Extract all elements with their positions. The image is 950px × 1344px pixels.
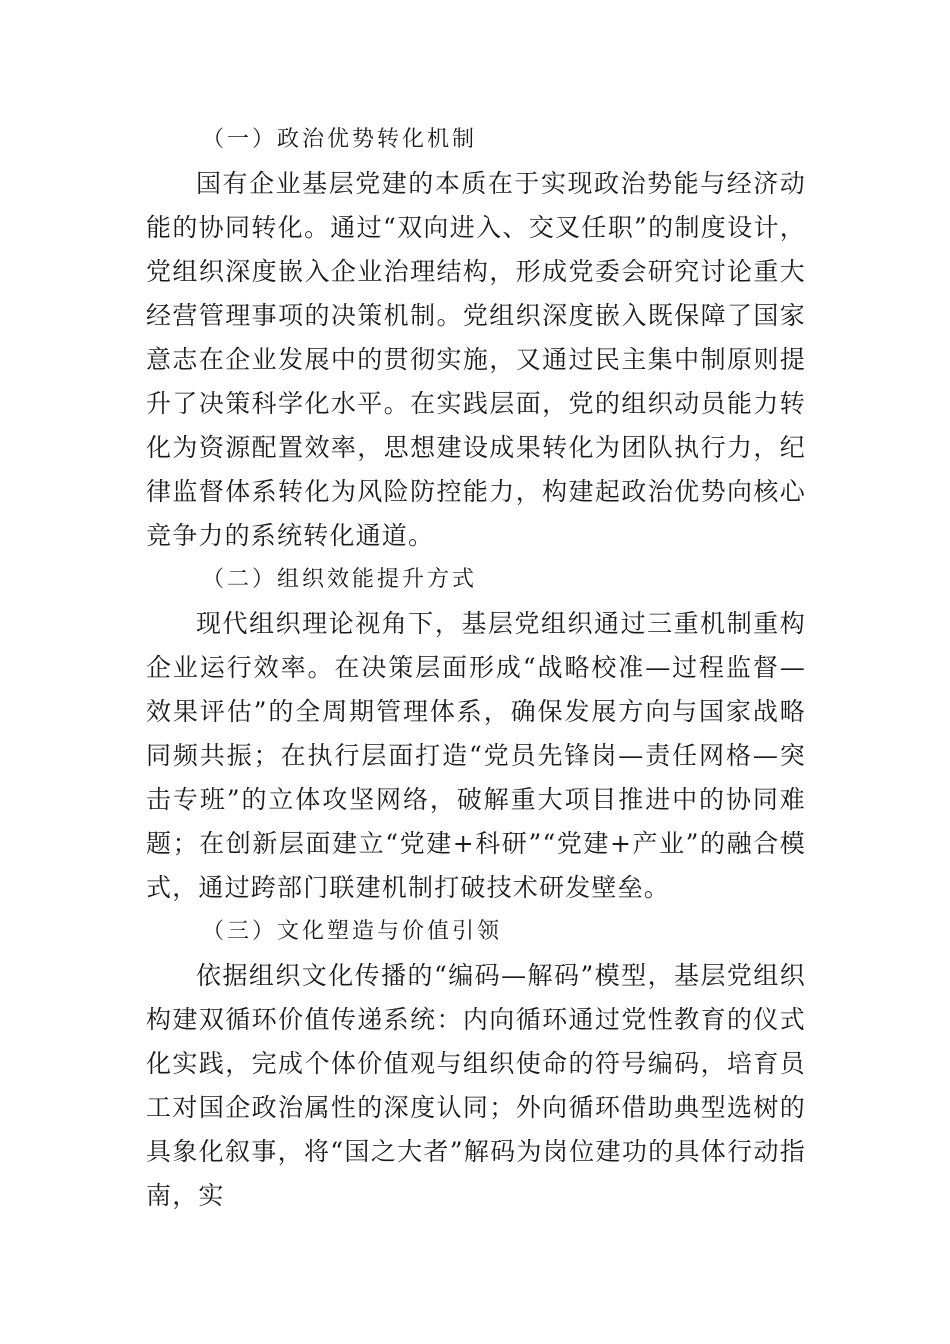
section-heading: （一）政治优势转化机制: [202, 127, 478, 152]
section-organizational-efficiency: [146, 558, 806, 910]
section-paragraph: 现代组织理论视角下，基层党组织通过三重机制重构企业运行效率。在决策层面形成“战略校准—过程监督—效果评估”的全周期管理体系，确保发展方向与国家战略同频共振；在执行层面打造“党员先锋岗—责任网格—突击专班”的立体攻坚网络，破解重大项目推进中的协同难题；在创新层面建立“党建+科研”“党建+产业”的融合模式，通过跨部门联建机制打破技术研发壁垒。: [146, 609, 806, 902]
section-paragraph: 依据组织文化传播的“编码—解码”模型，基层党组织构建双循环价值传递系统：内向循环通过党性教育的仪式化实践，完成个体价值观与组织使命的符号编码，培育员工对国企政治属性的深度认同；外向循环借助典型选树的具象化叙事，将“国之大者”解码为岗位建功的具体行动指南，实: [146, 961, 806, 1210]
section-political-advantage: [146, 118, 806, 558]
section-heading: （二）组织效能提升方式: [202, 567, 478, 592]
section-culture-value: [146, 910, 806, 1218]
document-page: [146, 118, 806, 1218]
section-paragraph: 国有企业基层党建的本质在于实现政治势能与经济动能的协同转化。通过“双向进入、交叉任职”的制度设计，党组织深度嵌入企业治理结构，形成党委会研究讨论重大经营管理事项的决策机制。党组织深度嵌入既保障了国家意志在企业发展中的贯彻实施，又通过民主集中制原则提升了决策科学化水平。在实践层面，党的组织动员能力转化为资源配置效率，思想建设成果转化为团队执行力，纪律监督体系转化为风险防控能力，构建起政治优势向核心竞争力的系统转化通道。: [146, 169, 806, 550]
section-heading: （三）文化塑造与价值引领: [202, 919, 503, 944]
